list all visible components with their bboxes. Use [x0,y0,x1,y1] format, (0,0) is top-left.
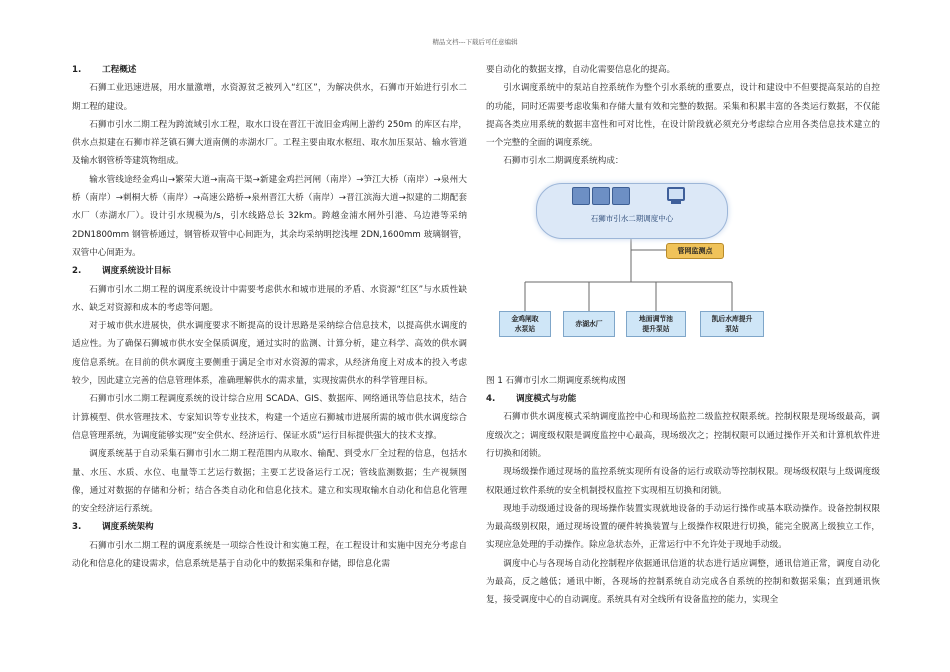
station-node [499,311,551,337]
section-number: 2. [72,266,82,277]
monitor-stand-icon [671,201,681,204]
paragraph: 石狮市引水二期工程的调度系统是一项综合性设计和实施工程，在工程设计和实施中因充分考虑自动化和信息化的建设需求，信息系统是基于自动化中的数据采集和存储，即信息化需 [72,540,467,570]
paragraph: 现场级操作通过现场的监控系统实现所有设备的运行或联动等控制权限。现场级权限与上级调度级权限通过软件系统的安全机制授权监控下实现相互切换和闭锁。 [486,467,880,496]
station-label-line1: 金鸡闸取 [511,314,539,323]
server-icon [572,187,590,205]
paragraph: 对于城市供水进展快，供水调度要求不断提高的设计思路是采纳综合信息技术，以提高供水调度的适应性。为了确保石狮城市供水安全保质调度，通过实时的监测、计算分析，建立科学、高效的供水调度信息系统。在目前的供水调度主要侧重于满足全市对水资源的需求，从经济角度上对成本的投入考虑较少，因此建立完善的信息管理体系，准确理解供水的需求量，实现按需供水的科学管理目标。 [72,321,467,387]
page-header: 精品文档---下载后可任意编辑 [432,38,518,46]
paragraph: 引水调度系统中的泵站自控系统作为整个引水系统的重要点，设计和建设中不但要提高泵站的自控的功能，同时还需要考虑收集和存储大量有效和完整的数据。采集和积累丰富的各类运行数据，不仅能提高各类应用系统的数据丰富性和可对比性，在设计阶段就必须充分考虑综合应用各类信息技术建立的一个完整的全面的调度系统。 [486,83,880,149]
station-label-line1: 赤湖水厂 [575,319,603,328]
station-label-line2: 泵站 [725,324,739,333]
paragraph: 石狮市引水二期工程为跨流域引水工程，取水口设在晋江干流旧金鸡闸上游约 250m 的库区右岸，供水点拟建在石狮市祥芝镇石狮大道南侧的赤湖水厂。工程主要由取水枢纽、取水加压泵站、输水管道及输水钢管桥等建筑物组成。 [72,119,467,167]
server-icon [592,187,610,205]
paragraph: 调度中心与各现场自动化控制程序依据通讯信道的状态进行适应调整，通讯信道正常，调度自动化为最高，反之越低；通讯中断，各现场的控制系统自动完成各自系统的控制和数据采集；直到通讯恢复，接受调度中心的自动调度。系统具有对全线所有设备监控的能力，实现全 [486,558,880,606]
server-icon [612,187,630,205]
section-number: 1. [72,65,82,75]
section-number: 4. [486,394,496,405]
paragraph: 石狮工业迅速进展，用水量激增，水资源贫乏被列入“红区”，为解决供水，石狮市开始进行引水二期工程的建设。 [72,83,467,112]
dispatch-center-label: 石狮市引水二期调度中心 [590,213,674,223]
station-label-line1: 地面调节池 [639,314,673,323]
station-node [563,311,615,337]
paragraph: 石狮市引水二期工程调度系统的设计综合应用 SCADA、GIS、数据库、网络通讯等信息技术，结合计算模型、供水管理技术、专家知识等专业技术，构建一个适应石狮城市进展所需的城市供水调度综合信息管理系统，为调度能够实现“安全供水、经济运行、保证水质”运行目标提供强大的技术支撑。 [72,394,467,441]
right-column [486,61,880,610]
paragraph: 现地手动级通过设备的现场操作装置实现就地设备的手动运行操作或基本联动操作。设备控制权限为最高级别权限，通过现场设置的硬件转换装置与上级操作权限进行切换，能完全脱离上级独立工作，实现应急处理的手动操作。除应急状态外，正常运行中不允许处于现地手动级。 [486,503,880,551]
station-label-line1: 凯后水库提升 [711,314,753,323]
section-heading-3 [72,518,467,536]
section-heading-4 [486,390,880,408]
section-title: 调度系统设计目标 [102,266,171,277]
station-label-line2: 水泵站 [514,324,536,333]
section-title: 调度系统架构 [102,522,154,533]
paragraph: 输水管线途经金鸡山→繁荣大道→南高干渠→新建金鸡拦河闸（南岸）→笋江大桥（南岸）→泉州大桥（南岸）→刺桐大桥（南岸）→高速公路桥→泉州晋江大桥（南岸）→晋江滨海大道→拟建的二期配套水厂（赤湖水厂）。设计引水规模为/s，引水线路总长 32km。跨越金浦水闸外引港、乌边港等采纳 2DN1800mm 钢管桥通过，钢管桥双管中心间距为，其余均采纳明挖浅埋 2DN,1600mm 玻璃钢管，双管中心间距为。 [72,174,467,258]
paragraph: 石狮市供水调度模式采纳调度监控中心和现场监控二级监控权限系统。控制权限是现场级最高，调度级次之；调度级权限是调度监控中心最高，现场级次之；控制权限可以通过操作开关和计算机软件进行切换和闭锁。 [486,412,880,459]
system-diagram [486,177,880,372]
station-node [700,311,764,337]
monitor-icon [667,187,685,201]
paragraph: 调度系统基于自动采集石狮市引水二期工程范围内从取水、输配、到受水厂全过程的信息，包括水量、水压、水质、水位、电量等工艺运行数据；主要工艺设备运行工况；管线监测数据；生产视频图像，通过对数据的存储和分析；结合各类自动化和信息化技术。建立和实现取输水自动化和信息化管理的安全经济运行系统。 [72,449,467,515]
section-heading-1 [72,61,467,79]
dispatch-center-node [536,183,728,239]
section-title: 调度模式与功能 [516,394,577,405]
paragraph: 要自动化的数据支撑，自动化需要信息化的提高。 [486,65,676,75]
figure-caption: 图 1 石狮市引水二期调度系统构成图 [486,375,626,386]
station-node [626,311,686,337]
section-title: 工程概述 [102,65,137,75]
paragraph: 石狮市引水二期工程的调度系统设计中需要考虑供水和城市进展的矛盾、水资源“红区”与水质性缺水、缺乏对资源和成本的考虑等问题。 [72,284,467,313]
left-column [72,61,467,573]
pipe-monitor-node: 管网监测点 [666,243,724,259]
station-label-line2: 提升泵站 [642,324,670,333]
paragraph: 石狮市引水二期调度系统构成： [503,156,624,167]
section-number: 3. [72,522,82,533]
section-heading-2 [72,262,467,280]
